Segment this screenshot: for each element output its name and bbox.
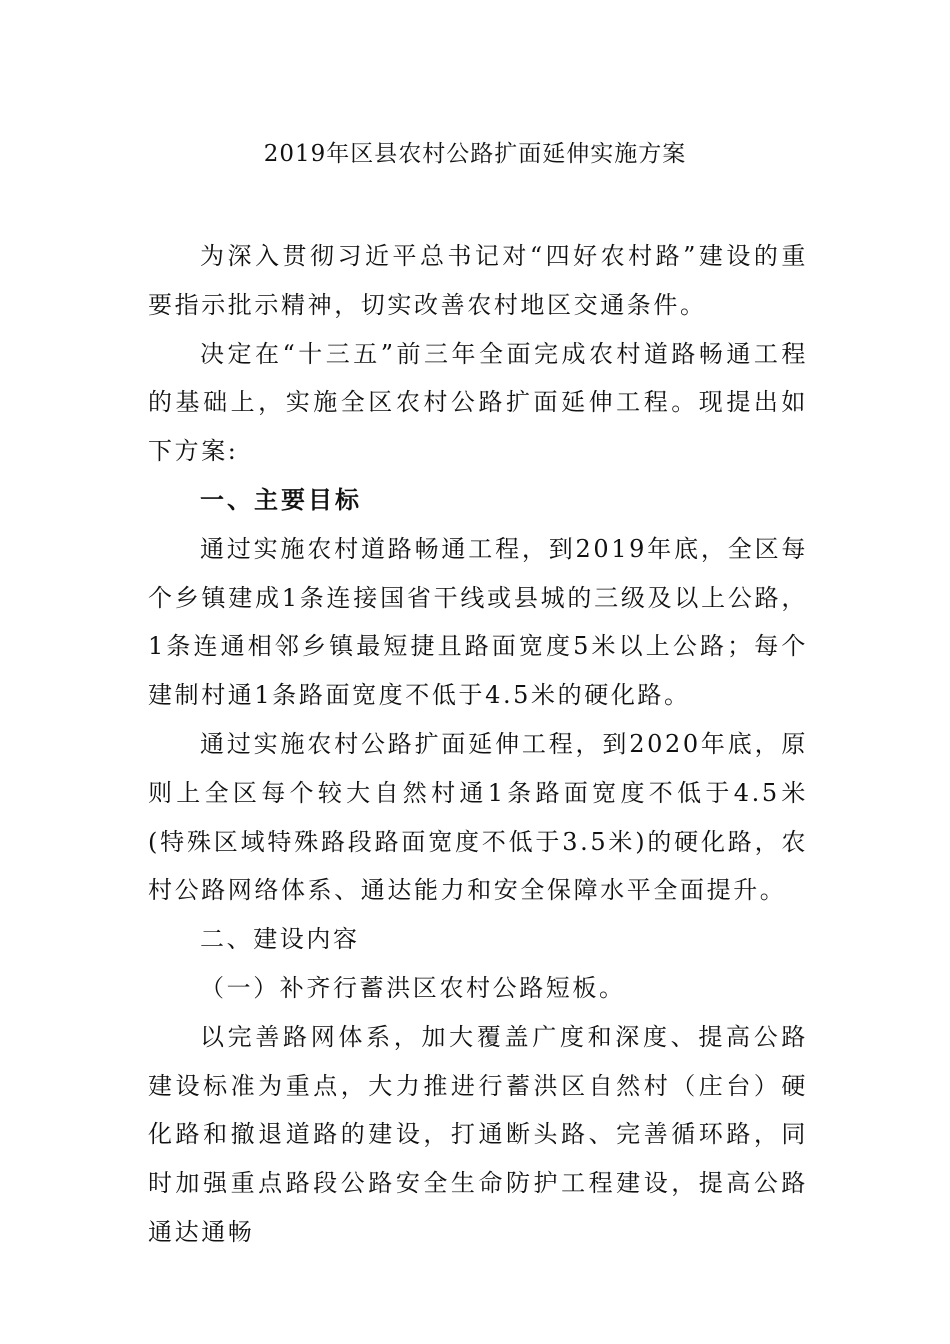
subsection-heading-flood-area: （一）补齐行蓄洪区农村公路短板。 bbox=[200, 973, 626, 1002]
section-heading-main-goals: 一、主要目标 bbox=[200, 484, 362, 514]
decision-paragraph: 决定在“十三五”前三年全面完成农村道路畅通工程的基础上，实施全区农村公路扩面延伸工程。现提出如下方案: bbox=[148, 339, 808, 466]
goal-paragraph-2019: 通过实施农村道路畅通工程，到2019年底，全区每个乡镇建成1条连接国省干线或县城的三级及以上公路，1条连通相邻乡镇最短捷且路面宽度5米以上公路；每个建制村通1条路面宽度不低于4.5米的硬化路。 bbox=[148, 534, 808, 710]
flood-area-paragraph: 以完善路网体系，加大覆盖广度和深度、提高公路建设标准为重点，大力推进行蓄洪区自然村（庄台）硬化路和撤退道路的建设，打通断头路、完善循环路，同时加强重点路段公路安全生命防护工程建设，提高公路通达通畅 bbox=[148, 1022, 808, 1246]
document-body bbox=[148, 232, 808, 1257]
goal-paragraph-2020: 通过实施农村公路扩面延伸工程，到2020年底，原则上全区每个较大自然村通1条路面宽度不低于4.5米(特殊区域特殊路段路面宽度不低于3.5米)的硬化路，农村公路网络体系、通达能力和安全保障水平全面提升。 bbox=[148, 729, 808, 905]
intro-paragraph: 为深入贯彻习近平总书记对“四好农村路”建设的重要指示批示精神，切实改善农村地区交通条件。 bbox=[148, 242, 808, 319]
document-title: 2019年区县农村公路扩面延伸实施方案 bbox=[263, 141, 687, 167]
section-heading-construction-content: 二、建设内容 bbox=[200, 925, 360, 954]
